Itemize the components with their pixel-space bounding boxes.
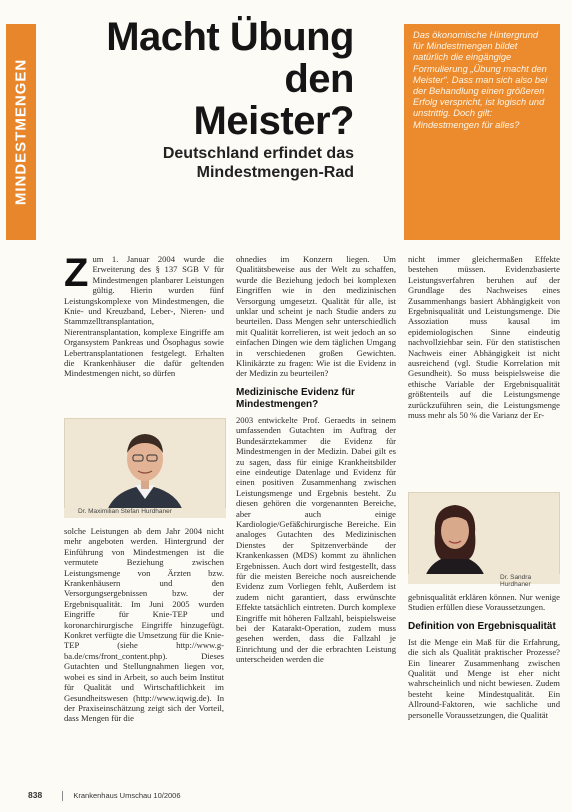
- journal-name: Krankenhaus Umschau 10/2006: [73, 791, 181, 800]
- section-heading-definition: Definition von Ergebnisqualität: [408, 620, 556, 632]
- photo-1-caption: Dr. Maximilian Stefan Hurdhaner: [64, 508, 226, 518]
- portrait-woman-image: [409, 493, 560, 584]
- photo-2-caption: Dr. Sandra Hurdhaner: [408, 574, 560, 584]
- title-line-1: Macht Übung: [106, 15, 354, 59]
- author-photo-2: [408, 492, 560, 584]
- subtitle-line-1: Deutschland erfindet das: [162, 145, 354, 162]
- author-photo-1: [64, 418, 226, 518]
- column-3-mid-text: gebnisqualität erklären können. Nur wenige Studien erfüllen diese Voraussetzungen.: [408, 592, 560, 613]
- article-subtitle: [110, 144, 354, 182]
- section-tab: [6, 24, 36, 240]
- column-2-top-text: ohnedies im Konzern liegen. Um Qualitätsbeweise aus der Welt zu schaffen, wurde die Beziehung jedoch bei komplexen Eingriffen wie in den medizinischen Versorgung umgesetzt. Qualität für alle, ist unklar und scheint je nach Studie anders zu beurteilen. Dass Mengen sehr unterschiedlich mit Qualität korrelieren, ist weit jedoch an so einfachen Dingen wie dem täglichen Umgang in verschiedenen großen Gewichten. Klinikärzte zu fragen: Wie ist die Evidenz in der Medizin zu beurteilen?: [236, 254, 396, 379]
- column-3-bottom-text: Ist die Menge ein Maß für die Erfahrung, die sich als Qualität praktischer Prozesse? Ein linearer Zusammenhang zwischen Qualität und Menge ist eher nicht wahrscheinlich und nicht bewiesen. Zudem besteht keine Mindestqualität. Ein Allround-Faktoren, wie sachliche und personelle Voraussetzungen, die Qualität: [408, 636, 560, 720]
- page-footer: [28, 790, 548, 801]
- column-2-bottom-text: 2003 entwickelte Prof. Geraedts in seinem umfassenden Gutachten im Auftrag der Bundesärztekammer die Evidenz für Mindestmengen in der Medizin. Dabei gilt es zu sagen, dass für einige Krankheitsbilder eine eindeutige Datenlage und Evidenz für einen positiven Zusammenhang zwischen Leistungsmenge und Ergebnis besteht. Zu diesen gehören die vorgenannten Bereiche, aber auch einige Kardiologie/Gefäßchirurgische Bereiche. Ein analoges Gutachten des Medizinischen Dienstes der Spitzenverbände der Krankenkassen (MDS) kommt zu ähnlichen Ergebnissen. Auch dort wird festgestellt, dass für die meisten Bereiche noch ausreichende Evidenz zum Vorliegen fehlt, Außerdem ist zudem nicht garantiert, dass erwünschte Effekte tatsächlich eintreten. Durch komplexe Eingriffe mit höheren Fallzahl, beispielsweise bei der Katarakt-Operation, zudem muss gesehen werden, dass die Fallzahl je Einrichtung und der die erbrachten Leistung unterscheiden werden die: [236, 414, 396, 665]
- title-line-2: den: [284, 57, 354, 101]
- article-title: [92, 16, 354, 142]
- teaser-box: [404, 24, 560, 240]
- drop-cap: Z: [64, 251, 89, 295]
- teaser-text: Das ökonomische Hintergrund für Mindestmengen bildet natürlich die eingängige Formulierung „Übung macht den Meister“. Dass man sich also bei der Behandlung einen größeren Erfolg verspricht, ist logisch und unstrittig. Doch gilt: Mindestmengen für alles?: [413, 30, 548, 130]
- footer-divider: [62, 791, 63, 801]
- portrait-man-image: [65, 419, 226, 518]
- column-1-bottom: solche Leistungen ab dem Jahr 2004 nicht mehr angeboten werden. Hintergrund der Einführung von Mindestmengen ist die vermutete Beziehung zwischen Leistungsmenge von Ärzten bzw. Krankenhäusern und den Versorgungsergebnissen bzw. der Ergebnisqualität. Im Juni 2005 wurden Eingriffe für Knie-TEP und koronarchirurgische Eingriffe hinzugefügt. Konkret verfügte die Umsetzung für die Knie-TEP (siehe http://www.g-ba.de/cms/front_content.php). Dieses Gutachten und Stellungnahmen liegen vor, wobei es sind in Arbeit, so auch beim Institut für Qualität und Wirtschaftlichkeit im Gesundheitswesen (http://www.iqwig.de). In der Praxiseinschätzung zeigt sich der Vorteil, dass Mengen für die: [64, 526, 224, 724]
- article-body: [64, 250, 560, 790]
- section-tab-label: MINDESTMENGEN: [12, 58, 30, 206]
- subtitle-line-2: Mindestmengen-Rad: [196, 164, 354, 181]
- column-2: [236, 254, 396, 665]
- page-number: 838: [28, 790, 43, 800]
- column-1-top-text: um 1. Januar 2004 wurde die Erweiterung des § 137 SGB V für Mindestmengen planbarer Leistungen gültig. Hierin wurden fünf Leistungskomplexe von Mindestmengen, die Knie- und Kreuzband, Leber-, Nieren- und Stammzelltransplantation, Nierentransplantation, komplexe Eingriffe am Organsystem Pankreas und Ösophagus sowie Lebertransplantationen festgelegt. Erhalten die Krankenhäuser die dafür geltenden Mindestmengen nicht, so dürfen: [64, 254, 224, 379]
- column-1-top: [64, 251, 224, 379]
- section-heading-evidence: Medizinische Evidenz für Mindestmengen?: [236, 386, 355, 410]
- title-line-3: Meister?: [193, 99, 354, 143]
- column-3-top: nicht immer gleichermaßen Effekte bestehen müssen. Evidenzbasierte Leistungsverfahren beruhen auf der Grundlage des Nachweises eines Zusammenhangs basiert Abhängigkeit von Ergebnisqualität und Leistungsmenge. Die Assoziation muss kausal im epidemiologischen Sinne eindeutig nachvollziehbar sein. Für den statistischen Nachweis einer Abhängigkeit ist nicht ausreichend (vgl. Studie Korrelation mit Gesundheit). So muss beispielsweise die ethische Variable der Ergebnisqualität größtenteils auf die Leistungsmenge zurückzuführen sein, die Leistungsmenge muss mehr als 50 % die Varianz der Er-: [408, 254, 560, 421]
- column-3-bottom: [408, 592, 560, 720]
